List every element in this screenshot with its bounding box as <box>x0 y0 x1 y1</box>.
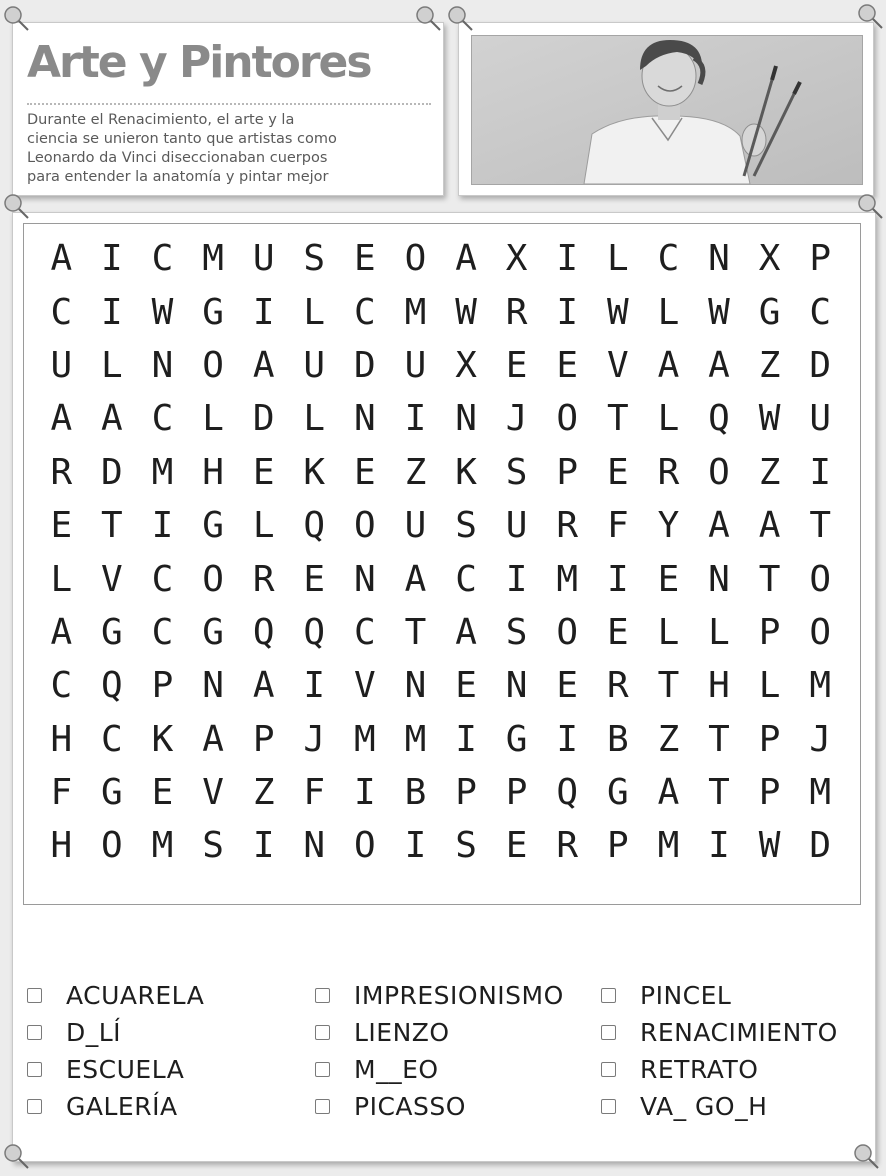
push-pin-icon <box>446 4 476 34</box>
grid-cell[interactable]: I <box>556 238 579 280</box>
grid-cell[interactable]: O <box>404 238 427 280</box>
grid-cell[interactable]: X <box>758 238 781 280</box>
grid-cell[interactable]: D <box>354 344 376 386</box>
grid-cell[interactable]: H <box>202 451 224 493</box>
grid-cell[interactable]: I <box>151 505 174 547</box>
grid-cell[interactable]: L <box>252 505 275 547</box>
word-item[interactable] <box>27 1014 204 1051</box>
grid-cell[interactable]: N <box>708 238 730 280</box>
grid-cell[interactable]: X <box>455 344 477 386</box>
grid-cell[interactable]: O <box>809 558 832 600</box>
grid-cell[interactable]: Z <box>404 451 427 493</box>
grid-cell[interactable]: T <box>708 772 730 814</box>
grid-cell[interactable]: L <box>708 611 730 653</box>
grid-cell[interactable]: G <box>202 291 224 333</box>
grid-cell[interactable]: K <box>303 451 326 493</box>
word-item[interactable] <box>27 977 204 1014</box>
checkbox-icon[interactable] <box>315 1062 330 1077</box>
grid-cell[interactable]: E <box>657 558 680 600</box>
push-pin-icon <box>414 4 444 34</box>
grid-cell[interactable]: I <box>252 825 275 867</box>
grid-cell[interactable]: I <box>606 558 629 600</box>
word-label: VA_ GO_H <box>640 1092 768 1121</box>
grid-cell[interactable]: L <box>758 665 781 707</box>
grid-cell[interactable]: Z <box>758 451 781 493</box>
grid-cell[interactable]: F <box>303 772 326 814</box>
grid-cell[interactable]: M <box>202 238 224 280</box>
grid-cell[interactable]: P <box>505 772 528 814</box>
grid-cell[interactable]: T <box>101 505 123 547</box>
word-item[interactable] <box>315 1088 564 1125</box>
intro-line: ciencia se unieron tanto que artistas como <box>27 131 337 147</box>
grid-cell[interactable]: C <box>354 611 376 653</box>
grid-cell[interactable]: H <box>50 825 73 867</box>
grid-cell[interactable]: S <box>455 825 477 867</box>
grid-cell[interactable]: M <box>809 665 832 707</box>
word-label: PINCEL <box>640 981 732 1010</box>
grid-cell[interactable]: I <box>505 558 528 600</box>
grid-cell[interactable]: U <box>505 505 528 547</box>
grid-cell[interactable]: T <box>758 558 781 600</box>
push-pin-icon <box>856 192 886 222</box>
grid-cell[interactable]: O <box>354 825 376 867</box>
grid-cell[interactable]: R <box>252 558 275 600</box>
grid-cell[interactable]: C <box>50 665 73 707</box>
grid-cell[interactable]: P <box>151 665 174 707</box>
grid-cell[interactable]: A <box>202 718 224 760</box>
word-label: PICASSO <box>354 1092 466 1121</box>
word-label: LIENZO <box>354 1018 450 1047</box>
grid-cell[interactable]: J <box>809 718 832 760</box>
grid-cell[interactable]: P <box>809 238 832 280</box>
checkbox-icon[interactable] <box>27 988 42 1003</box>
grid-cell[interactable]: L <box>303 398 326 440</box>
grid-cell[interactable]: R <box>606 665 629 707</box>
grid-cell[interactable]: I <box>404 825 427 867</box>
grid-cell[interactable]: A <box>252 665 275 707</box>
grid-cell[interactable]: D <box>252 398 275 440</box>
grid-cell[interactable]: I <box>556 291 579 333</box>
grid-cell[interactable]: L <box>657 611 680 653</box>
grid-cell[interactable]: F <box>50 772 73 814</box>
word-label: IMPRESIONISMO <box>354 981 564 1010</box>
checkbox-icon[interactable] <box>27 1025 42 1040</box>
grid-cell[interactable]: P <box>606 825 629 867</box>
checkbox-icon[interactable] <box>601 1025 616 1040</box>
grid-cell[interactable]: T <box>404 611 427 653</box>
grid-cell[interactable]: W <box>455 291 477 333</box>
word-label: ESCUELA <box>66 1055 185 1084</box>
grid-cell[interactable]: A <box>50 611 73 653</box>
grid-cell[interactable]: S <box>202 825 224 867</box>
painter-illustration <box>471 35 863 185</box>
grid-cell[interactable]: B <box>404 772 427 814</box>
grid-cell[interactable]: E <box>50 505 73 547</box>
grid-cell[interactable]: E <box>151 772 174 814</box>
checkbox-icon[interactable] <box>601 1099 616 1114</box>
grid-cell[interactable]: X <box>505 238 528 280</box>
word-item[interactable] <box>315 1014 564 1051</box>
grid-cell[interactable]: I <box>455 718 477 760</box>
grid-cell[interactable]: I <box>101 291 123 333</box>
grid-cell[interactable]: G <box>202 611 224 653</box>
word-item[interactable] <box>601 977 838 1014</box>
grid-cell[interactable]: G <box>505 718 528 760</box>
grid-cell[interactable]: I <box>556 718 579 760</box>
grid-cell[interactable]: K <box>455 451 477 493</box>
word-label: ACUARELA <box>66 981 205 1010</box>
grid-cell[interactable]: M <box>354 718 376 760</box>
grid-cell[interactable]: T <box>606 398 629 440</box>
grid-cell[interactable]: M <box>151 825 174 867</box>
grid-cell[interactable]: E <box>606 611 629 653</box>
word-label: M__EO <box>354 1055 439 1084</box>
intro-text <box>27 111 433 187</box>
grid-cell[interactable]: U <box>252 238 275 280</box>
word-item[interactable] <box>315 977 564 1014</box>
grid-cell[interactable]: P <box>758 772 781 814</box>
puzzle-card <box>12 212 876 1162</box>
grid-cell[interactable]: V <box>202 772 224 814</box>
word-label: RETRATO <box>640 1055 759 1084</box>
grid-cell[interactable]: N <box>354 558 376 600</box>
grid-cell[interactable]: G <box>101 772 123 814</box>
intro-line: para entender la anatomía y pintar mejor <box>27 169 329 185</box>
page-title: Arte y Pintores <box>27 37 371 88</box>
word-item[interactable] <box>315 1051 564 1088</box>
grid-cell[interactable]: V <box>354 665 376 707</box>
grid-cell[interactable]: A <box>758 505 781 547</box>
grid-cell[interactable]: W <box>606 291 629 333</box>
grid-cell[interactable]: T <box>809 505 832 547</box>
word-item[interactable] <box>601 1088 838 1125</box>
push-pin-icon <box>856 2 886 32</box>
grid-cell[interactable]: U <box>303 344 326 386</box>
grid-cell[interactable]: E <box>354 451 376 493</box>
grid-cell[interactable]: I <box>404 398 427 440</box>
grid-cell[interactable]: Q <box>303 505 326 547</box>
grid-cell[interactable]: L <box>606 238 629 280</box>
grid-cell[interactable]: C <box>455 558 477 600</box>
checkbox-icon[interactable] <box>27 1062 42 1077</box>
grid-cell[interactable]: E <box>556 344 579 386</box>
grid-cell[interactable]: C <box>50 291 73 333</box>
grid-cell[interactable]: M <box>151 451 174 493</box>
grid-cell[interactable]: M <box>809 772 832 814</box>
grid-cell[interactable]: O <box>556 611 579 653</box>
grid-cell[interactable]: A <box>657 344 680 386</box>
grid-cell[interactable]: I <box>252 291 275 333</box>
grid-cell[interactable]: W <box>708 291 730 333</box>
grid-cell[interactable]: O <box>354 505 376 547</box>
grid-cell[interactable]: M <box>556 558 579 600</box>
grid-cell[interactable]: Y <box>657 505 680 547</box>
grid-cell[interactable]: R <box>556 505 579 547</box>
grid-cell[interactable]: H <box>50 718 73 760</box>
checkbox-icon[interactable] <box>315 1099 330 1114</box>
grid-cell[interactable]: D <box>809 344 832 386</box>
grid-cell[interactable]: O <box>556 398 579 440</box>
grid-cell[interactable]: G <box>606 772 629 814</box>
grid-cell[interactable]: N <box>455 398 477 440</box>
word-item[interactable] <box>27 1088 204 1125</box>
grid-cell[interactable]: Z <box>252 772 275 814</box>
grid-cell[interactable]: Q <box>708 398 730 440</box>
word-label: GALERÍA <box>66 1092 178 1121</box>
grid-cell[interactable]: W <box>151 291 174 333</box>
grid-cell[interactable]: K <box>151 718 174 760</box>
grid-cell[interactable]: O <box>708 451 730 493</box>
grid-cell[interactable]: W <box>758 825 781 867</box>
grid-cell[interactable]: Q <box>101 665 123 707</box>
grid-cell[interactable]: T <box>708 718 730 760</box>
word-list <box>27 977 867 1137</box>
painter-image <box>472 36 862 184</box>
grid-cell[interactable]: L <box>202 398 224 440</box>
word-column <box>315 977 564 1125</box>
intro-line: Durante el Renacimiento, el arte y la <box>27 112 295 128</box>
grid-cell[interactable]: A <box>455 238 477 280</box>
grid-cell[interactable]: L <box>50 558 73 600</box>
grid-cell[interactable]: I <box>809 451 832 493</box>
grid-cell[interactable]: P <box>252 718 275 760</box>
intro-line: Leonardo da Vinci diseccionaban cuerpos <box>27 150 328 166</box>
word-label: RENACIMIENTO <box>640 1018 838 1047</box>
grid-cell[interactable]: G <box>202 505 224 547</box>
word-item[interactable] <box>601 1014 838 1051</box>
checkbox-icon[interactable] <box>601 988 616 1003</box>
grid-cell[interactable]: U <box>404 505 427 547</box>
grid-cell[interactable]: L <box>657 398 680 440</box>
grid-cell[interactable]: E <box>303 558 326 600</box>
grid-cell[interactable]: P <box>556 451 579 493</box>
grid-cell[interactable]: S <box>505 451 528 493</box>
grid-cell[interactable]: C <box>151 398 174 440</box>
grid-cell[interactable]: C <box>809 291 832 333</box>
grid-cell[interactable]: A <box>455 611 477 653</box>
push-pin-icon <box>2 1142 32 1172</box>
grid-cell[interactable]: A <box>252 344 275 386</box>
grid-cell[interactable]: D <box>809 825 832 867</box>
grid-cell[interactable]: A <box>708 505 730 547</box>
grid-cell[interactable]: E <box>252 451 275 493</box>
checkbox-icon[interactable] <box>315 1025 330 1040</box>
grid-cell[interactable]: I <box>101 238 123 280</box>
grid-cell[interactable]: A <box>101 398 123 440</box>
grid-cell[interactable]: L <box>303 291 326 333</box>
grid-cell[interactable]: S <box>505 611 528 653</box>
grid-cell[interactable]: E <box>606 451 629 493</box>
letter-grid-frame <box>23 223 861 905</box>
grid-cell[interactable]: J <box>505 398 528 440</box>
grid-cell[interactable]: P <box>758 718 781 760</box>
grid-cell[interactable]: Q <box>252 611 275 653</box>
grid-cell[interactable]: S <box>303 238 326 280</box>
grid-cell[interactable]: A <box>50 238 73 280</box>
grid-cell[interactable]: Q <box>303 611 326 653</box>
grid-cell[interactable]: O <box>809 611 832 653</box>
grid-cell[interactable]: T <box>657 665 680 707</box>
grid-cell[interactable]: U <box>809 398 832 440</box>
checkbox-icon[interactable] <box>601 1062 616 1077</box>
grid-cell[interactable]: U <box>404 344 427 386</box>
title-divider <box>27 103 431 105</box>
grid-cell[interactable]: N <box>404 665 427 707</box>
grid-cell[interactable]: F <box>606 505 629 547</box>
grid-cell[interactable]: C <box>657 238 680 280</box>
grid-cell[interactable]: L <box>101 344 123 386</box>
grid-cell[interactable]: R <box>556 825 579 867</box>
grid-cell[interactable]: N <box>202 665 224 707</box>
push-pin-icon <box>2 4 32 34</box>
grid-cell[interactable]: Z <box>758 344 781 386</box>
grid-cell[interactable]: N <box>354 398 376 440</box>
image-card <box>458 22 874 196</box>
grid-cell[interactable]: R <box>657 451 680 493</box>
grid-cell[interactable]: A <box>50 398 73 440</box>
grid-cell[interactable]: P <box>758 611 781 653</box>
grid-cell[interactable]: A <box>404 558 427 600</box>
push-pin-icon <box>852 1142 882 1172</box>
grid-cell[interactable]: O <box>202 344 224 386</box>
grid-cell[interactable]: Z <box>657 718 680 760</box>
grid-cell[interactable]: Q <box>556 772 579 814</box>
grid-cell[interactable]: A <box>657 772 680 814</box>
grid-cell[interactable]: W <box>758 398 781 440</box>
title-card <box>12 22 444 196</box>
grid-cell[interactable]: P <box>455 772 477 814</box>
grid-cell[interactable]: G <box>758 291 781 333</box>
grid-cell[interactable]: M <box>404 718 427 760</box>
grid-cell[interactable]: O <box>101 825 123 867</box>
word-item[interactable] <box>601 1051 838 1088</box>
grid-cell[interactable]: N <box>708 558 730 600</box>
grid-cell[interactable]: J <box>303 718 326 760</box>
grid-cell[interactable]: M <box>404 291 427 333</box>
grid-cell[interactable]: N <box>505 665 528 707</box>
grid-cell[interactable]: E <box>455 665 477 707</box>
grid-cell[interactable]: A <box>708 344 730 386</box>
grid-cell[interactable]: E <box>505 344 528 386</box>
word-label: D_LÍ <box>66 1018 122 1047</box>
grid-cell[interactable]: C <box>354 291 376 333</box>
grid-cell[interactable]: V <box>606 344 629 386</box>
letter-grid <box>36 232 846 873</box>
grid-cell[interactable]: N <box>151 344 174 386</box>
grid-cell[interactable]: R <box>505 291 528 333</box>
checkbox-icon[interactable] <box>27 1099 42 1114</box>
grid-cell[interactable]: E <box>505 825 528 867</box>
grid-cell[interactable]: I <box>354 772 376 814</box>
grid-cell[interactable]: U <box>50 344 73 386</box>
grid-cell[interactable]: L <box>657 291 680 333</box>
grid-cell[interactable]: C <box>101 718 123 760</box>
checkbox-icon[interactable] <box>315 988 330 1003</box>
push-pin-icon <box>2 192 32 222</box>
grid-cell[interactable]: I <box>708 825 730 867</box>
grid-cell[interactable]: E <box>556 665 579 707</box>
word-column <box>601 977 838 1125</box>
grid-cell[interactable]: I <box>303 665 326 707</box>
grid-cell[interactable]: H <box>708 665 730 707</box>
grid-cell[interactable]: C <box>151 558 174 600</box>
grid-cell[interactable]: B <box>606 718 629 760</box>
word-column <box>27 977 204 1125</box>
grid-cell[interactable]: O <box>202 558 224 600</box>
grid-cell[interactable]: N <box>303 825 326 867</box>
grid-cell[interactable]: D <box>101 451 123 493</box>
grid-cell[interactable]: V <box>101 558 123 600</box>
word-item[interactable] <box>27 1051 204 1088</box>
grid-cell[interactable]: R <box>50 451 73 493</box>
grid-cell[interactable]: C <box>151 238 174 280</box>
grid-cell[interactable]: G <box>101 611 123 653</box>
grid-cell[interactable]: M <box>657 825 680 867</box>
grid-cell[interactable]: E <box>354 238 376 280</box>
grid-cell[interactable]: S <box>455 505 477 547</box>
grid-cell[interactable]: C <box>151 611 174 653</box>
